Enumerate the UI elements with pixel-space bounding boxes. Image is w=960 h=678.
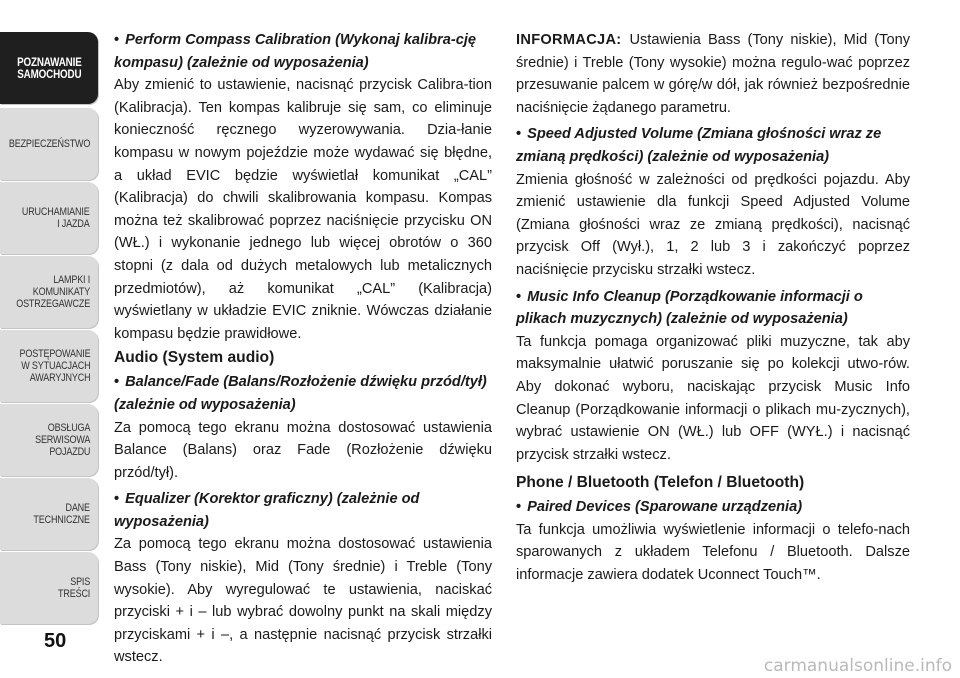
paragraph-compass: Aby zmienić to ustawienie, nacisnąć przycisk Calibra-tion (Kalibracja). Ten kompas kalibruje się sam, co eliminuje konieczność ręcznego wyzerowywania. Dzia-łanie kompasu w nowym pojeździe może wydawać się błędne, a układ EVIC będzie wyświetlał komunikat „CAL” (Kalibracja) do chwili skalibrowania kompasu. Kompas można też skalibrować poprzez naciśnięcie przycisku ON (WŁ.) i wykonanie jednego lub więcej obrotów o 360 stopni (z dala od dużych metalowych lub metalicznych przedmiotów), aż komunikat „CAL” (Kalibracja) wyświetlany w układzie EVIC zniknie. Wówczas działanie kompasu będzie prawidłowe.	[114, 77, 492, 342]
bullet-heading-balance: • Balance/Fade (Balans/Rozłożenie dźwięku przód/tył) (zależnie od wyposażenia)	[114, 374, 487, 413]
tab-label: LAMPKI I KOMUNIKATY OSTRZEGAWCZE	[16, 274, 90, 310]
page-number: 50	[44, 630, 67, 652]
note-paragraph: INFORMACJA: Ustawienia Bass (Tony niskie), Mid (Tony średnie) i Treble (Tony wysokie) można regulo-wać poprzez przesuwanie palcem w górę/w dół, jak również bezpośrednie naciśnięcie żądanego parametru.	[516, 32, 910, 116]
bullet-heading-music-info: • Music Info Cleanup (Porządkowanie informacji o plikach muzycznych) (zależnie od wyposażenia)	[516, 288, 863, 328]
watermark: carmanualsonline.info	[763, 656, 952, 676]
note-label: INFORMACJA:	[516, 32, 622, 48]
bullet-heading-speed-volume: • Speed Adjusted Volume (Zmiana głośności wraz ze zmianą prędkości) (zależnie od wyposażenia)	[516, 126, 882, 165]
tab-label: POSTĘPOWANIE W SYTUACJACH AWARYJNYCH	[19, 348, 90, 384]
bullet-icon: •	[114, 491, 120, 508]
bullet-icon: •	[114, 32, 120, 48]
tab-label: SPIS TREŚCI	[57, 576, 90, 600]
tab-label: OBSŁUGA SERWISOWA POJAZDU	[34, 422, 90, 458]
bullet-icon: •	[516, 288, 522, 305]
bullet-icon: •	[516, 499, 522, 516]
section-heading-phone: Phone / Bluetooth (Telefon / Bluetooth)	[516, 474, 805, 492]
tab-lampki-i-komunikaty[interactable]	[0, 256, 98, 328]
tab-label: DANE TECHNICZNE	[33, 502, 90, 526]
bullet-icon: •	[114, 374, 120, 391]
paragraph-equalizer: Za pomocą tego ekranu można dostosować ustawienia Bass (Tony niskie), Mid (Tony średnie) i Treble (Tony wysokie). Aby wyregulować te ustawienia, naciskać przyciski + i – lub wybrać dowolny punkt na skali między przyciskami + i –, a następnie nacisnąć przycisk strzałki wstecz.	[114, 536, 492, 666]
bullet-heading-paired-devices: • Paired Devices (Sparowane urządzenia)	[516, 499, 803, 516]
right-column	[516, 29, 910, 587]
tab-postepowanie-awaryjne[interactable]	[0, 330, 98, 402]
tab-uruchamianie-i-jazda[interactable]	[0, 182, 98, 254]
chapter-tabs	[0, 0, 100, 678]
tab-obsluga-serwisowa[interactable]	[0, 404, 98, 476]
paragraph-music-info: Ta funkcja pomaga organizować pliki muzyczne, tak aby maksymalnie ułatwić poruszanie się po kolekcji utwo-rów. Aby dokonać wyboru, naciskając przycisk Music Info Cleanup (Porządkowanie informacji o plikach mu-zycznych), wybrać ustawienie ON (WŁ.) lub OFF (WYŁ.) i nacisnąć przycisk strzałki wstecz.	[516, 333, 910, 463]
bullet-heading-compass: • Perform Compass Calibration (Wykonaj kalibra-cję kompasu) (zależnie od wyposażenia)	[114, 32, 477, 71]
tab-label: POZNAWANIE SAMOCHODU	[16, 55, 82, 81]
tab-label: BEZPIECZEŃSTWO	[8, 138, 90, 150]
paragraph-paired-devices: Ta funkcja umożliwia wyświetlenie informacji o telefo-nach sparowanych z układem Telefonu / Bluetooth. Dalsze informacje zawiera dodatek Uconnect Touch™.	[516, 521, 910, 584]
bullet-heading-equalizer: • Equalizer (Korektor graficzny) (zależnie od wyposażenia)	[114, 491, 420, 530]
left-column	[114, 29, 492, 669]
paragraph-speed-volume: Zmienia głośność w zależności od prędkości pojazdu. Aby zmienić ustawienie dla funkcji Speed Adjusted Volume (Zmiana głośności wraz ze zmianą prędkości), nacisnąć przycisk Off (Wył.), 1, 2 lub 3 i zakończyć poprzez naciśnięcie przycisku strzałki wstecz.	[516, 171, 910, 278]
tab-spis-tresci[interactable]	[0, 552, 98, 624]
paragraph-balance: Za pomocą tego ekranu można dostosować ustawienia Balance (Balans) oraz Fade (Rozłożenie dźwięku przód/tył).	[114, 419, 492, 481]
tab-poznawanie-samochodu[interactable]	[0, 32, 98, 104]
section-heading-audio: Audio (System audio)	[114, 349, 275, 367]
bullet-icon: •	[516, 126, 522, 143]
tab-dane-techniczne[interactable]	[0, 478, 98, 550]
tab-label: URUCHAMIANIE I JAZDA	[22, 206, 90, 230]
tab-bezpieczenstwo[interactable]	[0, 108, 98, 180]
